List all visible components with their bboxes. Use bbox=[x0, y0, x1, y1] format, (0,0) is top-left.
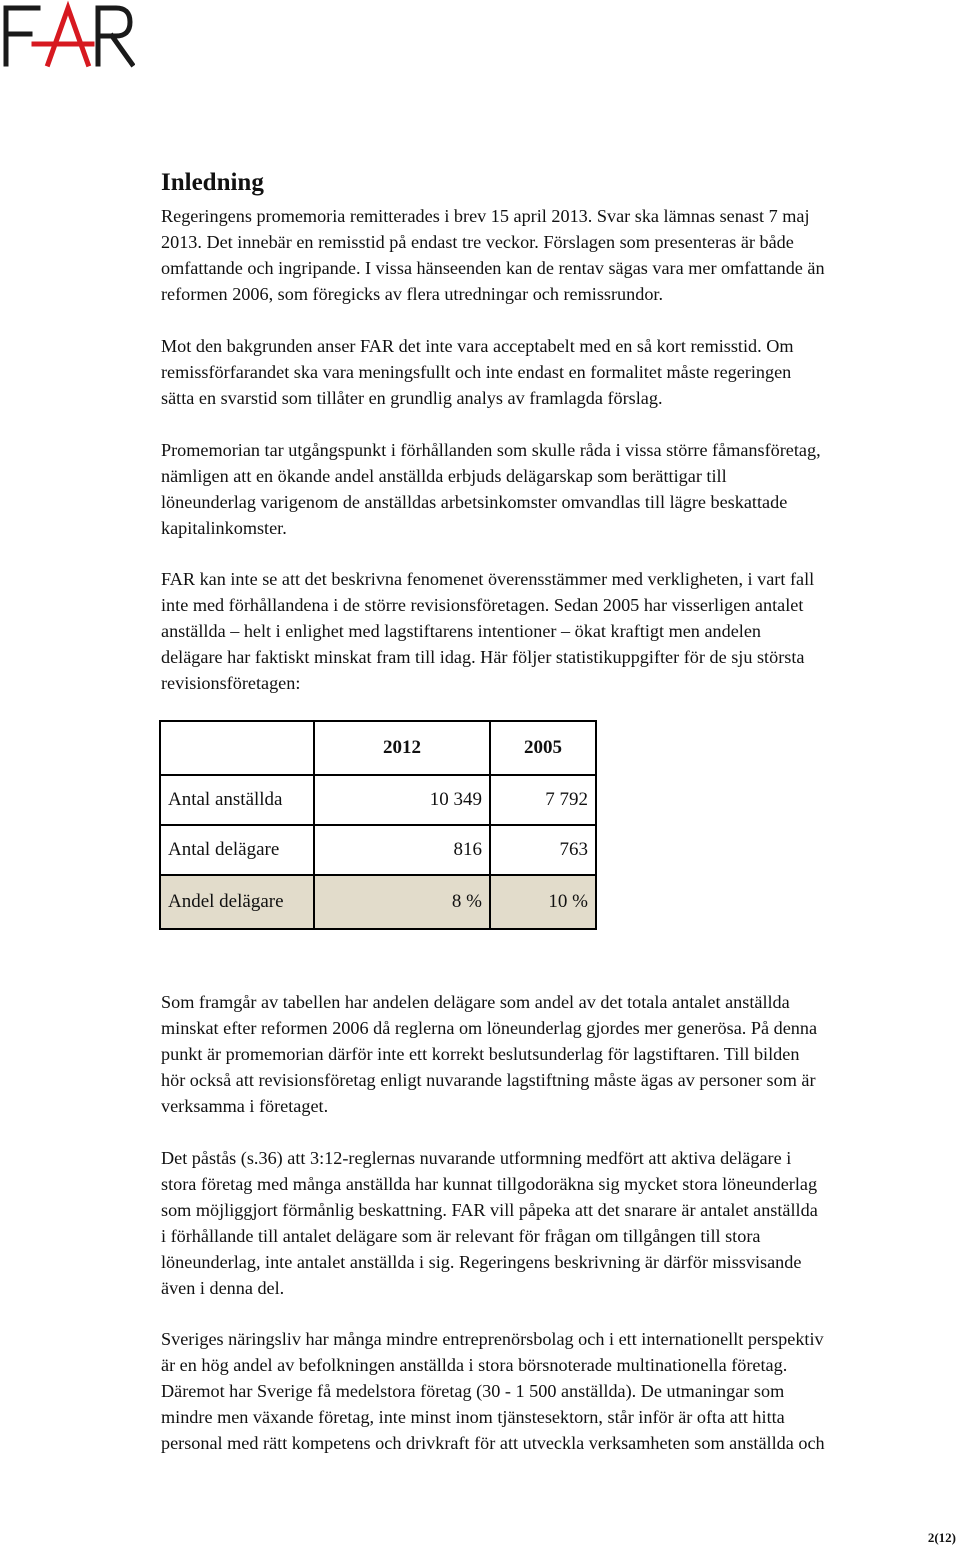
paragraph-promemorian bbox=[161, 437, 821, 541]
table-cell-2005: 10 % bbox=[490, 875, 596, 929]
table-header-row bbox=[160, 721, 596, 775]
text-line: löneunderlag, inte antalet anställda i sig. Regeringens beskrivning är därför missvisande bbox=[161, 1252, 802, 1272]
text-line: sätta en svarstid som tillåter en grundlig analys av framlagda förslag. bbox=[161, 388, 663, 408]
text-line: Sveriges näringsliv har många mindre entreprenörsbolag och i ett internationellt perspektiv bbox=[161, 1329, 824, 1349]
paragraph-remisstid bbox=[161, 333, 794, 411]
text-line: minskat efter reformen 2006 då reglerna om löneunderlag gjordes mer generösa. På denna bbox=[161, 1018, 818, 1038]
table-corner-cell bbox=[160, 721, 314, 775]
text-line: verksamma i företaget. bbox=[161, 1096, 329, 1116]
paragraph-intro bbox=[161, 203, 825, 307]
statistics-table bbox=[159, 720, 597, 930]
table-header-2005: 2005 bbox=[490, 721, 596, 775]
paragraph-tabellen bbox=[161, 989, 817, 1119]
text-line: inte med förhållandena i de större revisionsföretagen. Sedan 2005 har visserligen antalet bbox=[161, 595, 804, 615]
table-cell-2012: 8 % bbox=[314, 875, 490, 929]
table-row bbox=[160, 775, 596, 825]
far-logo bbox=[0, 0, 135, 70]
paragraph-312-reglerna bbox=[161, 1145, 818, 1301]
text-line: Som framgår av tabellen har andelen delägare som andel av det totala antalet anställda bbox=[161, 992, 790, 1012]
section-heading: Inledning bbox=[161, 169, 264, 196]
paragraph-statistik bbox=[161, 566, 814, 696]
table-cell-2005: 7 792 bbox=[490, 775, 596, 825]
text-line: Mot den bakgrunden anser FAR det inte vara acceptabelt med en så kort remisstid. Om bbox=[161, 336, 794, 356]
text-line: FAR kan inte se att det beskrivna fenomenet överensstämmer med verkligheten, i vart fall bbox=[161, 569, 815, 589]
text-line: stora företag med många anställda har kunnat tillgodoräkna sig mycket stora löneunderlag bbox=[161, 1174, 818, 1194]
text-line: 2013. Det innebär en remisstid på endast tre veckor. Förslagen som presenteras är både bbox=[161, 232, 794, 252]
text-line: remissförfarandet ska vara meningsfullt och inte endast en formalitet måste regeringen bbox=[161, 362, 792, 382]
table-header-2012: 2012 bbox=[314, 721, 490, 775]
text-line: personal med rätt kompetens och drivkraft för att utveckla verksamheten som anställda och bbox=[161, 1433, 825, 1453]
text-line: löneunderlag varigenom de anställdas arbetsinkomster omvandlas till lägre beskattade bbox=[161, 492, 788, 512]
table-row-label: Antal delägare bbox=[160, 825, 314, 875]
table-row bbox=[160, 825, 596, 875]
text-line: revisionsföretagen: bbox=[161, 673, 301, 693]
table-cell-2012: 10 349 bbox=[314, 775, 490, 825]
text-line: är en hög andel av befolkningen anställda i stora börsnoterade multinationella företag. bbox=[161, 1355, 788, 1375]
paragraph-naringsliv bbox=[161, 1326, 825, 1456]
text-line: nämligen att en ökande andel anställda erbjuds delägarskap som berättigar till bbox=[161, 466, 727, 486]
text-line: anställda – helt i enlighet med lagstiftarens intentioner – ökat kraftigt men andelen bbox=[161, 621, 762, 641]
text-line: hör också att revisionsföretag enligt nuvarande lagstiftning måste ägas av personer som är bbox=[161, 1070, 816, 1090]
text-line: även i denna del. bbox=[161, 1278, 285, 1298]
text-line: Regeringens promemoria remitterades i brev 15 april 2013. Svar ska lämnas senast 7 maj bbox=[161, 206, 810, 226]
text-line: Däremot har Sverige få medelstora företag (30 - 1 500 anställda). De utmaningar som bbox=[161, 1381, 785, 1401]
text-line: Promemorian tar utgångspunkt i förhållanden som skulle råda i vissa större fåmansföretag, bbox=[161, 440, 821, 460]
text-line: Det påstås (s.36) att 3:12-reglernas nuvarande utformning medfört att aktiva delägare i bbox=[161, 1148, 792, 1168]
table-cell-2005: 763 bbox=[490, 825, 596, 875]
text-line: mindre men växande företag, inte minst inom tjänstesektorn, står inför är ofta att hitta bbox=[161, 1407, 785, 1427]
page-number: 2(12) bbox=[927, 1530, 956, 1545]
text-line: i förhållande till antalet delägare som är relevant för frågan om tillgången till stora bbox=[161, 1226, 761, 1246]
text-line: reformen 2006, som föregicks av flera utredningar och remissrundor. bbox=[161, 284, 664, 304]
text-line: punkt är promemorian därför inte ett korrekt beslutsunderlag för lagstiftaren. Till bilden bbox=[161, 1044, 800, 1064]
table-row-label: Antal anställda bbox=[160, 775, 314, 825]
text-line: omfattande och ingripande. I vissa hänseenden kan de rentav sägas vara mer omfattande än bbox=[161, 258, 825, 278]
text-line: kapitalinkomster. bbox=[161, 518, 287, 538]
table-cell-2012: 816 bbox=[314, 825, 490, 875]
text-line: delägare har faktiskt minskat fram till idag. Här följer statistikuppgifter för de sju största bbox=[161, 647, 805, 667]
table-row-highlighted bbox=[160, 875, 596, 929]
text-line: som möjliggjort förmånlig beskattning. FAR vill påpeka att det snarare är antalet anställda bbox=[161, 1200, 818, 1220]
table-row-label: Andel delägare bbox=[160, 875, 314, 929]
